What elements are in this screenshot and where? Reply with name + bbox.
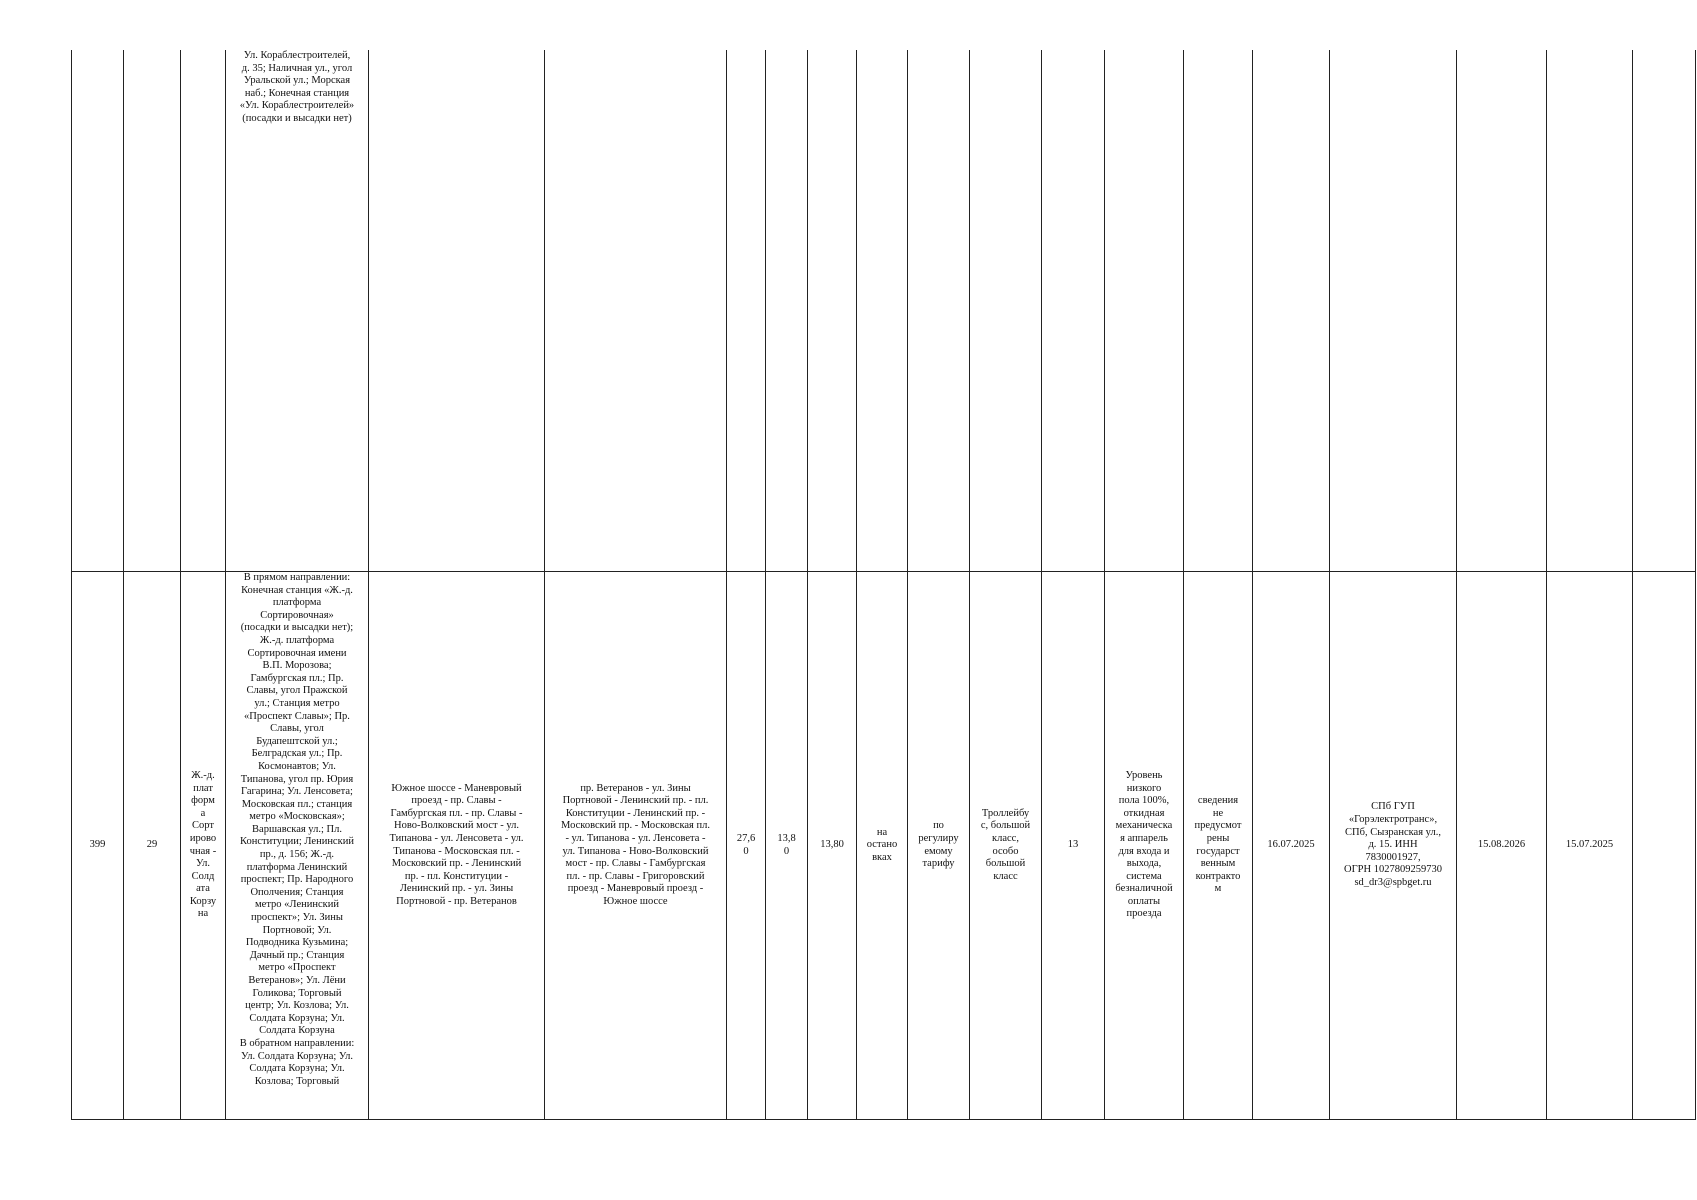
routes-register-table (71, 50, 1696, 1120)
route-row (72, 572, 1696, 1120)
tariff-cell (908, 50, 970, 572)
reg-no-cell (72, 50, 124, 572)
boarding-order-cell: на остано вках (857, 572, 908, 1120)
length-forward-cell: 27,6 0 (727, 572, 766, 1120)
carrier-cell: СПб ГУП «Горэлектротранс», СПб, Сызранская ул., д. 15. ИНН 7830001927, ОГРН 1027809259730 sd_dr3@spbget.ru (1330, 572, 1457, 1120)
date-3-cell: 15.07.2025 (1547, 572, 1633, 1120)
length-backward-cell (766, 50, 808, 572)
streets-forward-cell (369, 50, 545, 572)
stops-cell: Ул. Кораблестроителей, д. 35; Наличная ул., угол Уральской ул.; Морская наб.; Конечная станция «Ул. Кораблестроителей» (посадки и высадки нет) (226, 50, 369, 572)
continued-row (72, 50, 1696, 572)
route-name-cell: Ж.-д. плат форм а Сорт ирово чная - Ул. Солд ата Корзу на (181, 572, 226, 1120)
stops-cell: В прямом направлении: Конечная станция «Ж.-д. платформа Сортировочная» (посадки и высадки нет); Ж.-д. платформа Сортировочная имени В.П. Морозова; Гамбургская пл.; Пр. Славы, угол Пражской ул.; Станция метро «Проспект Славы»; Пр. Славы, угол Будапештской ул.; Белградская ул.; Пр. Космонавтов; Ул. Типанова, угол пр. Юрия Гагарина; Ул. Ленсовета; Московская пл.; станция метро «Московская»; Варшавская ул.; Пл. Конституции; Ленинский пр., д. 156; Ж.-д. платформа Ленинский проспект; Пр. Народного Ополчения; Станция метро «Ленинский проспект»; Ул. Зины Портновой; Ул. Подводника Кузьмина; Дачный пр.; Станция метро «Проспект Ветеранов»; Ул. Лёни Голикова; Торговый центр; Ул. Козлова; Ул. Солдата Корзуна; Ул. Солдата Корзуна В обратном направлении: Ул. Солдата Корзуна; Ул. Солдата Корзуна; Ул. Козлова; Торговый (226, 572, 369, 1120)
vehicle-count-cell: 13 (1042, 572, 1105, 1120)
contract-info-cell (1184, 50, 1253, 572)
last-cell (1633, 572, 1696, 1120)
start-date-cell: 16.07.2025 (1253, 572, 1330, 1120)
boarding-order-cell (857, 50, 908, 572)
route-name-cell (181, 50, 226, 572)
length-other-cell: 13,80 (808, 572, 857, 1120)
vehicle-features-cell (1105, 50, 1184, 572)
vehicle-count-cell (1042, 50, 1105, 572)
streets-forward-cell: Южное шоссе - Маневровый проезд - пр. Славы - Гамбургская пл. - пр. Славы - Ново-Волковский мост - ул. Типанова - ул. Ленсовета - ул. Типанова - Московская пл. - Московский пр. - Ленинский пр. - пл. Конституции - Ленинский пр. - ул. Зины Портновой - пр. Ветеранов (369, 572, 545, 1120)
length-other-cell (808, 50, 857, 572)
date-3-cell (1547, 50, 1633, 572)
carrier-cell (1330, 50, 1457, 572)
vehicle-features-cell: Уровень низкого пола 100%, откидная механическа я аппарель для входа и выхода, система безналичной оплаты проезда (1105, 572, 1184, 1120)
streets-backward-cell: пр. Ветеранов - ул. Зины Портновой - Ленинский пр. - пл. Конституции - Ленинский пр. - Московский пр. - Московская пл. - ул. Типанова - ул. Ленсовета - ул. Типанова - Ново-Волковский мост - пр. Славы - Гамбургская пл. - пр. Славы - Григоровский проезд - Маневровый проезд - Южное шоссе (545, 572, 727, 1120)
start-date-cell (1253, 50, 1330, 572)
route-no-cell (124, 50, 181, 572)
contract-info-cell: сведения не предусмот рены государст венным контракто м (1184, 572, 1253, 1120)
tariff-cell: по регулиру емому тарифу (908, 572, 970, 1120)
vehicle-class-cell: Троллейбу с, большой класс, особо большой класс (970, 572, 1042, 1120)
last-cell (1633, 50, 1696, 572)
length-forward-cell (727, 50, 766, 572)
length-backward-cell: 13,8 0 (766, 572, 808, 1120)
reg-no-cell: 399 (72, 572, 124, 1120)
route-no-cell: 29 (124, 572, 181, 1120)
date-2-cell (1457, 50, 1547, 572)
date-2-cell: 15.08.2026 (1457, 572, 1547, 1120)
streets-backward-cell (545, 50, 727, 572)
vehicle-class-cell (970, 50, 1042, 572)
